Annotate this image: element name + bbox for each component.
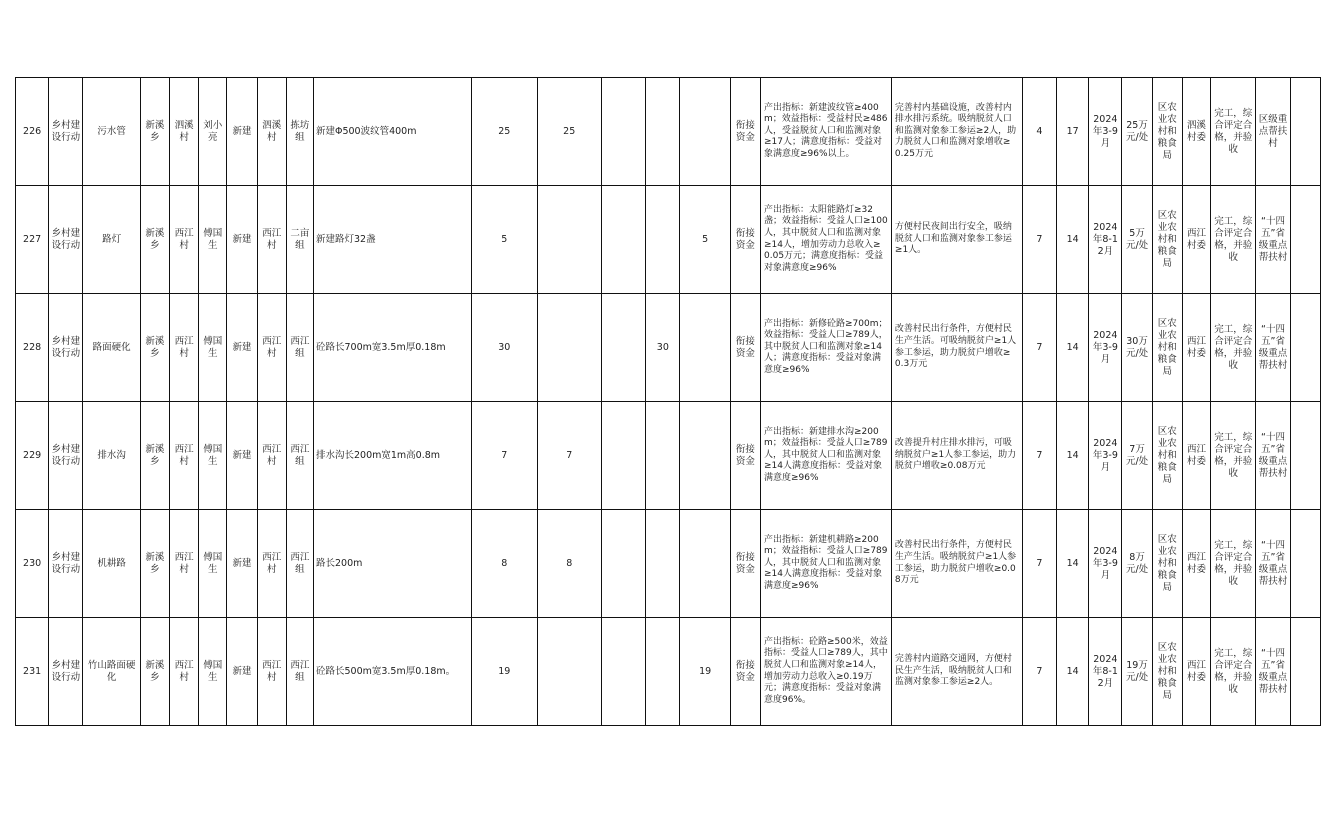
project-name: 排水沟: [83, 402, 140, 510]
fund-b: [601, 402, 645, 510]
beneficiary-count-1: 7: [1022, 402, 1056, 510]
location-village: 西江村: [257, 510, 286, 618]
fund-d: [680, 402, 730, 510]
fund-b: [601, 186, 645, 294]
total-investment: 5: [472, 186, 537, 294]
project-owner: 西江村委: [1182, 510, 1210, 618]
beneficiary-count-2: 14: [1057, 510, 1089, 618]
supervising-department: 区农业农村和粮食局: [1152, 402, 1182, 510]
fund-c: 30: [646, 294, 680, 402]
acceptance-status: 完工，综合评定合格，并验收: [1211, 186, 1256, 294]
fund-c: [646, 618, 680, 726]
location-village: 泗溪村: [257, 78, 286, 186]
town-cell: 新溪乡: [140, 78, 169, 186]
town-cell: 新溪乡: [140, 294, 169, 402]
beneficiary-count-2: 14: [1057, 402, 1089, 510]
benefit-mechanism: 完善村内基础设施，改善村内排水排污系统。吸纳脱贫人口和监测对象参工参运≥2人，助力脱贫人口和监测对象增收≥0.25万元: [891, 78, 1022, 186]
table-row: [16, 78, 1321, 186]
table-row: [16, 510, 1321, 618]
fund-d: [680, 294, 730, 402]
location-group: 西江组: [286, 402, 313, 510]
implementation-period: 2024年3-9月: [1089, 294, 1122, 402]
supervising-department: 区农业农村和粮食局: [1152, 618, 1182, 726]
category-cell: 乡村建设行动: [49, 618, 83, 726]
implementation-period: 2024年3-9月: [1089, 510, 1122, 618]
benefit-mechanism: 完善村内道路交通网，方便村民生产生活，吸纳脱贫人口和监测对象参工参运≥2人。: [891, 618, 1022, 726]
blank-cell: [1290, 510, 1320, 618]
category-cell: 乡村建设行动: [49, 78, 83, 186]
table-row: [16, 618, 1321, 726]
performance-indicators: 产出指标：新修砼路≥700m；效益指标：受益人口≥789人，其中脱贫人口和监测对象≥14人；满意度指标：受益对象满意度≥96%: [761, 294, 892, 402]
fund-source: 衔接资金: [730, 186, 760, 294]
beneficiary-count-1: 7: [1022, 294, 1056, 402]
construction-content: 砼路长700m宽3.5m厚0.18m: [313, 294, 471, 402]
category-cell: 乡村建设行动: [49, 294, 83, 402]
village-cell: 泗溪村: [170, 78, 199, 186]
village-cell: 西江村: [170, 618, 199, 726]
fund-b: [601, 294, 645, 402]
supervising-department: 区农业农村和粮食局: [1152, 510, 1182, 618]
fund-a: 25: [537, 78, 601, 186]
subsidy-standard: 25万元/处: [1122, 78, 1152, 186]
subsidy-standard: 5万元/处: [1122, 186, 1152, 294]
blank-cell: [1290, 186, 1320, 294]
location-group: 二亩组: [286, 186, 313, 294]
blank-cell: [1290, 402, 1320, 510]
project-name: 机耕路: [83, 510, 140, 618]
blank-cell: [1290, 618, 1320, 726]
construction-content: 路长200m: [313, 510, 471, 618]
fund-source: 衔接资金: [730, 294, 760, 402]
total-investment: 7: [472, 402, 537, 510]
location-group: 西江组: [286, 510, 313, 618]
remark-cell: 区级重点帮扶村: [1256, 78, 1290, 186]
acceptance-status: 完工，综合评定合格，并验收: [1211, 618, 1256, 726]
beneficiary-count-1: 4: [1022, 78, 1056, 186]
construction-content: 排水沟长200m宽1m高0.8m: [313, 402, 471, 510]
location-group: 西江组: [286, 618, 313, 726]
subsidy-standard: 7万元/处: [1122, 402, 1152, 510]
remark-cell: “十四五”省级重点帮扶村: [1256, 402, 1290, 510]
fund-source: 衔接资金: [730, 402, 760, 510]
person-in-charge: 傅国生: [199, 402, 227, 510]
beneficiary-count-1: 7: [1022, 618, 1056, 726]
fund-source: 衔接资金: [730, 618, 760, 726]
village-cell: 西江村: [170, 186, 199, 294]
fund-d: [680, 510, 730, 618]
town-cell: 新溪乡: [140, 618, 169, 726]
acceptance-status: 完工，综合评定合格，并验收: [1211, 78, 1256, 186]
village-cell: 西江村: [170, 402, 199, 510]
table-row: [16, 186, 1321, 294]
row-number: 229: [16, 402, 49, 510]
fund-b: [601, 78, 645, 186]
performance-indicators: 产出指标：砼路≥500米，效益指标：受益人口≥789人，其中脱贫人口和监测对象≥14人，增加劳动力总收入≥0.19万元；满意度指标：受益对象满意度96%。: [761, 618, 892, 726]
fund-c: [646, 78, 680, 186]
town-cell: 新溪乡: [140, 510, 169, 618]
table-row: [16, 402, 1321, 510]
fund-source: 衔接资金: [730, 510, 760, 618]
subsidy-standard: 30万元/处: [1122, 294, 1152, 402]
location-group: 西江组: [286, 294, 313, 402]
remark-cell: “十四五”省级重点帮扶村: [1256, 294, 1290, 402]
table-row: [16, 294, 1321, 402]
location-village: 西江村: [257, 618, 286, 726]
category-cell: 乡村建设行动: [49, 402, 83, 510]
row-number: 231: [16, 618, 49, 726]
town-cell: 新溪乡: [140, 186, 169, 294]
total-investment: 30: [472, 294, 537, 402]
construction-content: 新建路灯32盏: [313, 186, 471, 294]
town-cell: 新溪乡: [140, 402, 169, 510]
person-in-charge: 傅国生: [199, 294, 227, 402]
beneficiary-count-2: 17: [1057, 78, 1089, 186]
supervising-department: 区农业农村和粮食局: [1152, 186, 1182, 294]
project-owner: 西江村委: [1182, 294, 1210, 402]
performance-indicators: 产出指标：太阳能路灯≥32盏；效益指标：受益人口≥100人，其中脱贫人口和监测对象≥14人，增加劳动力总收入≥0.05万元；满意度指标：受益对象满意度≥96%: [761, 186, 892, 294]
project-name: 竹山路面硬化: [83, 618, 140, 726]
fund-a: [537, 618, 601, 726]
project-owner: 西江村委: [1182, 618, 1210, 726]
remark-cell: “十四五”省级重点帮扶村: [1256, 510, 1290, 618]
fund-b: [601, 510, 645, 618]
construction-type: 新建: [227, 294, 257, 402]
fund-c: [646, 186, 680, 294]
construction-type: 新建: [227, 510, 257, 618]
fund-a: 7: [537, 402, 601, 510]
beneficiary-count-1: 7: [1022, 186, 1056, 294]
subsidy-standard: 8万元/处: [1122, 510, 1152, 618]
performance-indicators: 产出指标：新建波纹管≥400m；效益指标：受益村民≥486人，受益脱贫人口和监测对象≥17人；满意度指标：受益对象满意度≥96%以上。: [761, 78, 892, 186]
total-investment: 19: [472, 618, 537, 726]
beneficiary-count-1: 7: [1022, 510, 1056, 618]
fund-source: 衔接资金: [730, 78, 760, 186]
fund-a: [537, 294, 601, 402]
person-in-charge: 刘小亮: [199, 78, 227, 186]
implementation-period: 2024年8-12月: [1089, 186, 1122, 294]
category-cell: 乡村建设行动: [49, 186, 83, 294]
project-table: [15, 77, 1321, 726]
fund-c: [646, 402, 680, 510]
supervising-department: 区农业农村和粮食局: [1152, 78, 1182, 186]
beneficiary-count-2: 14: [1057, 618, 1089, 726]
implementation-period: 2024年8-12月: [1089, 618, 1122, 726]
implementation-period: 2024年3-9月: [1089, 78, 1122, 186]
location-group: 拣坊组: [286, 78, 313, 186]
benefit-mechanism: 改善村民出行条件，方便村民生产生活。吸纳脱贫户≥1人参工参运，助力脱贫户增收≥0.08万元: [891, 510, 1022, 618]
construction-content: 新建Φ500波纹管400m: [313, 78, 471, 186]
location-village: 西江村: [257, 186, 286, 294]
remark-cell: “十四五”省级重点帮扶村: [1256, 186, 1290, 294]
subsidy-standard: 19万元/处: [1122, 618, 1152, 726]
construction-type: 新建: [227, 78, 257, 186]
benefit-mechanism: 改善村民出行条件，方便村民生产生活。可吸纳脱贫户≥1人参工参运，助力脱贫户增收≥0.3万元: [891, 294, 1022, 402]
construction-content: 砼路长500m宽3.5m厚0.18m。: [313, 618, 471, 726]
acceptance-status: 完工，综合评定合格，并验收: [1211, 510, 1256, 618]
blank-cell: [1290, 78, 1320, 186]
project-name: 路面硬化: [83, 294, 140, 402]
category-cell: 乡村建设行动: [49, 510, 83, 618]
project-owner: 泗溪村委: [1182, 78, 1210, 186]
person-in-charge: 傅国生: [199, 510, 227, 618]
total-investment: 8: [472, 510, 537, 618]
location-village: 西江村: [257, 294, 286, 402]
beneficiary-count-2: 14: [1057, 186, 1089, 294]
construction-type: 新建: [227, 402, 257, 510]
village-cell: 西江村: [170, 510, 199, 618]
acceptance-status: 完工，综合评定合格，并验收: [1211, 402, 1256, 510]
village-cell: 西江村: [170, 294, 199, 402]
project-name: 污水管: [83, 78, 140, 186]
fund-d: [680, 78, 730, 186]
construction-type: 新建: [227, 618, 257, 726]
person-in-charge: 傅国生: [199, 186, 227, 294]
construction-type: 新建: [227, 186, 257, 294]
blank-cell: [1290, 294, 1320, 402]
total-investment: 25: [472, 78, 537, 186]
performance-indicators: 产出指标：新建排水沟≥200m；效益指标：受益人口≥789人，其中脱贫人口和监测对象≥14人满意度指标：受益对象满意度≥96%: [761, 402, 892, 510]
fund-b: [601, 618, 645, 726]
supervising-department: 区农业农村和粮食局: [1152, 294, 1182, 402]
benefit-mechanism: 方便村民夜间出行安全，吸纳脱贫人口和监测对象参工参运≥1人。: [891, 186, 1022, 294]
location-village: 西江村: [257, 402, 286, 510]
fund-d: 5: [680, 186, 730, 294]
project-owner: 西江村委: [1182, 186, 1210, 294]
implementation-period: 2024年3-9月: [1089, 402, 1122, 510]
project-owner: 西江村委: [1182, 402, 1210, 510]
fund-c: [646, 510, 680, 618]
benefit-mechanism: 改善提升村庄排水排污，可吸纳脱贫户≥1人参工参运，助力脱贫户增收≥0.08万元: [891, 402, 1022, 510]
row-number: 230: [16, 510, 49, 618]
person-in-charge: 傅国生: [199, 618, 227, 726]
fund-d: 19: [680, 618, 730, 726]
acceptance-status: 完工，综合评定合格，并验收: [1211, 294, 1256, 402]
fund-a: 8: [537, 510, 601, 618]
row-number: 226: [16, 78, 49, 186]
remark-cell: “十四五”省级重点帮扶村: [1256, 618, 1290, 726]
beneficiary-count-2: 14: [1057, 294, 1089, 402]
row-number: 227: [16, 186, 49, 294]
row-number: 228: [16, 294, 49, 402]
fund-a: [537, 186, 601, 294]
performance-indicators: 产出指标：新建机耕路≥200m；效益指标：受益人口≥789人，其中脱贫人口和监测对象≥14人满意度指标：受益对象满意度≥96%: [761, 510, 892, 618]
project-name: 路灯: [83, 186, 140, 294]
